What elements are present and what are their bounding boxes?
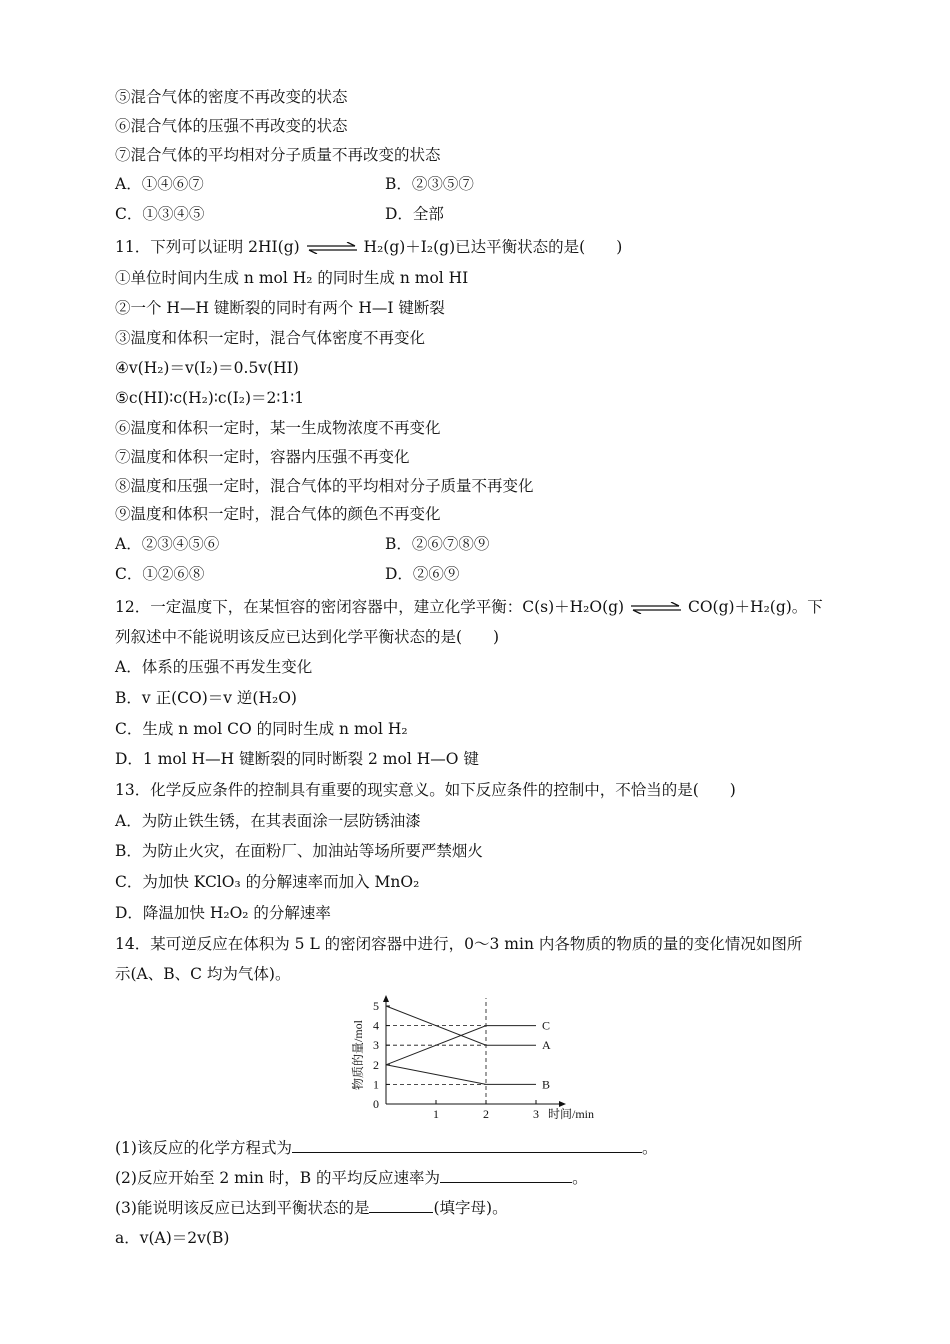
- y-axis-arrow: [383, 995, 389, 1002]
- answer-blank[interactable]: [440, 1167, 572, 1183]
- q13-option-b: B．为防止火灾，在面粉厂、加油站等场所要严禁烟火: [115, 842, 483, 860]
- q11-statement-1: ①单位时间内生成 n mol H₂ 的同时生成 n mol HI: [115, 269, 469, 287]
- q12-stem-line2: 列叙述中不能说明该反应已达到化学平衡状态的是( ): [115, 628, 500, 646]
- q14-part-3-end: (填字母)。: [433, 1199, 508, 1217]
- y-tick-label: 0: [373, 1097, 379, 1111]
- q11-statement-6: ⑥温度和体积一定时，某一生成物浓度不再变化: [115, 419, 441, 437]
- q12-option-d: D．1 mol H—H 键断裂的同时断裂 2 mol H—O 键: [115, 750, 479, 768]
- y-tick-label: 4: [373, 1018, 379, 1033]
- answer-blank[interactable]: [292, 1137, 642, 1153]
- q10-statement-5: ⑤混合气体的密度不再改变的状态: [115, 88, 348, 106]
- y-axis-label: 物质的量/mol: [351, 1019, 365, 1091]
- q11-statement-8: ⑧温度和压强一定时，混合气体的平均相对分子质量不再变化: [115, 477, 534, 495]
- q13-option-d: D．降温加快 H₂O₂ 的分解速率: [115, 904, 331, 922]
- x-tick-label: 3: [533, 1107, 539, 1121]
- q11-statement-2: ②一个 H—H 键断裂的同时有两个 H—I 键断裂: [115, 299, 445, 317]
- y-tick-label: 2: [373, 1057, 379, 1072]
- q14-stem-line2: 示(A、B、C 均为气体)。: [115, 965, 291, 983]
- q13-stem: 13．化学反应条件的控制具有重要的现实意义。如下反应条件的控制中，不恰当的是( ): [115, 781, 736, 799]
- q10-statement-7: ⑦混合气体的平均相对分子质量不再改变的状态: [115, 146, 441, 164]
- series-line-b: [386, 1065, 536, 1085]
- q11-stem: [115, 237, 622, 257]
- y-tick-label: 5: [373, 999, 379, 1013]
- x-axis-label: 时间/min: [548, 1107, 595, 1121]
- q10-option-d: D．全部: [385, 205, 444, 223]
- q14-stem: 14．某可逆反应在体积为 5 L 的密闭容器中进行，0～3 min 内各物质的物质的量的变化情况如图所: [115, 935, 803, 953]
- q14-part-2-text: (2)反应开始至 2 min 时，B 的平均反应速率为: [115, 1169, 441, 1187]
- q12-stem-part2: CO(g)＋H₂(g)。下: [687, 598, 823, 616]
- answer-blank[interactable]: [369, 1197, 433, 1213]
- series-label-b: B: [542, 1077, 551, 1092]
- x-tick-label: 1: [433, 1107, 439, 1121]
- mole-time-chart: [348, 990, 598, 1122]
- q14-part-2-end: 。: [572, 1169, 588, 1187]
- q11-option-b: B．②⑥⑦⑧⑨: [385, 535, 490, 553]
- q11-statement-4: ④v(H₂)＝v(I₂)＝0.5v(HI): [115, 359, 299, 377]
- series-label-c: C: [542, 1018, 551, 1033]
- q11-statement-5: ⑤c(HI)∶c(H₂)∶c(I₂)＝2∶1∶1: [115, 389, 305, 407]
- q14-part-1-end: 。: [641, 1139, 658, 1157]
- q10-option-a: A．①④⑥⑦: [115, 175, 204, 193]
- q12-stem-part1: 12．一定温度下，在某恒容的密闭容器中，建立化学平衡：C(s)＋H₂O(g): [115, 598, 625, 616]
- q14-part-3: [115, 1197, 508, 1218]
- q12-option-b: B．v 正(CO)＝v 逆(H₂O): [115, 689, 297, 707]
- q12-option-c: C．生成 n mol CO 的同时生成 n mol H₂: [115, 720, 408, 738]
- equilibrium-arrow-icon: [631, 602, 681, 614]
- q11-stem-part2: H₂(g)＋I₂(g)已达平衡状态的是( ): [363, 238, 623, 256]
- equilibrium-arrow-icon: [307, 242, 357, 254]
- q11-stem-part1: 11．下列可以证明 2HI(g): [115, 238, 300, 256]
- q13-option-c: C．为加快 KClO₃ 的分解速率而加入 MnO₂: [115, 873, 420, 891]
- q10-option-b: B．②③⑤⑦: [385, 175, 474, 193]
- q12-stem: [115, 597, 823, 617]
- x-tick-label: 2: [483, 1107, 489, 1121]
- q11-option-a: A．②③④⑤⑥: [115, 535, 220, 553]
- y-tick-label: 1: [373, 1077, 379, 1092]
- series-label-a: A: [542, 1038, 551, 1053]
- q14-option-a: a．v(A)＝2v(B): [115, 1229, 230, 1247]
- q10-statement-6: ⑥混合气体的压强不再改变的状态: [115, 117, 348, 135]
- q11-option-d: D．②⑥⑨: [385, 565, 460, 583]
- q11-statement-9: ⑨温度和体积一定时，混合气体的颜色不再变化: [115, 505, 441, 523]
- q14-part-2: [115, 1167, 588, 1188]
- q12-option-a: A．体系的压强不再发生变化: [115, 658, 313, 676]
- q11-statement-3: ③温度和体积一定时，混合气体密度不再变化: [115, 329, 426, 347]
- q14-part-3-text: (3)能说明该反应已达到平衡状态的是: [115, 1199, 370, 1217]
- y-tick-label: 3: [373, 1038, 379, 1053]
- q10-option-c: C．①③④⑤: [115, 205, 205, 223]
- q14-part-1: [115, 1137, 657, 1158]
- q13-option-a: A．为防止铁生锈，在其表面涂一层防锈油漆: [115, 812, 421, 830]
- q11-option-c: C．①②⑥⑧: [115, 565, 205, 583]
- q11-statement-7: ⑦温度和体积一定时，容器内压强不再变化: [115, 448, 410, 466]
- q14-part-1-text: (1)该反应的化学方程式为: [115, 1139, 292, 1157]
